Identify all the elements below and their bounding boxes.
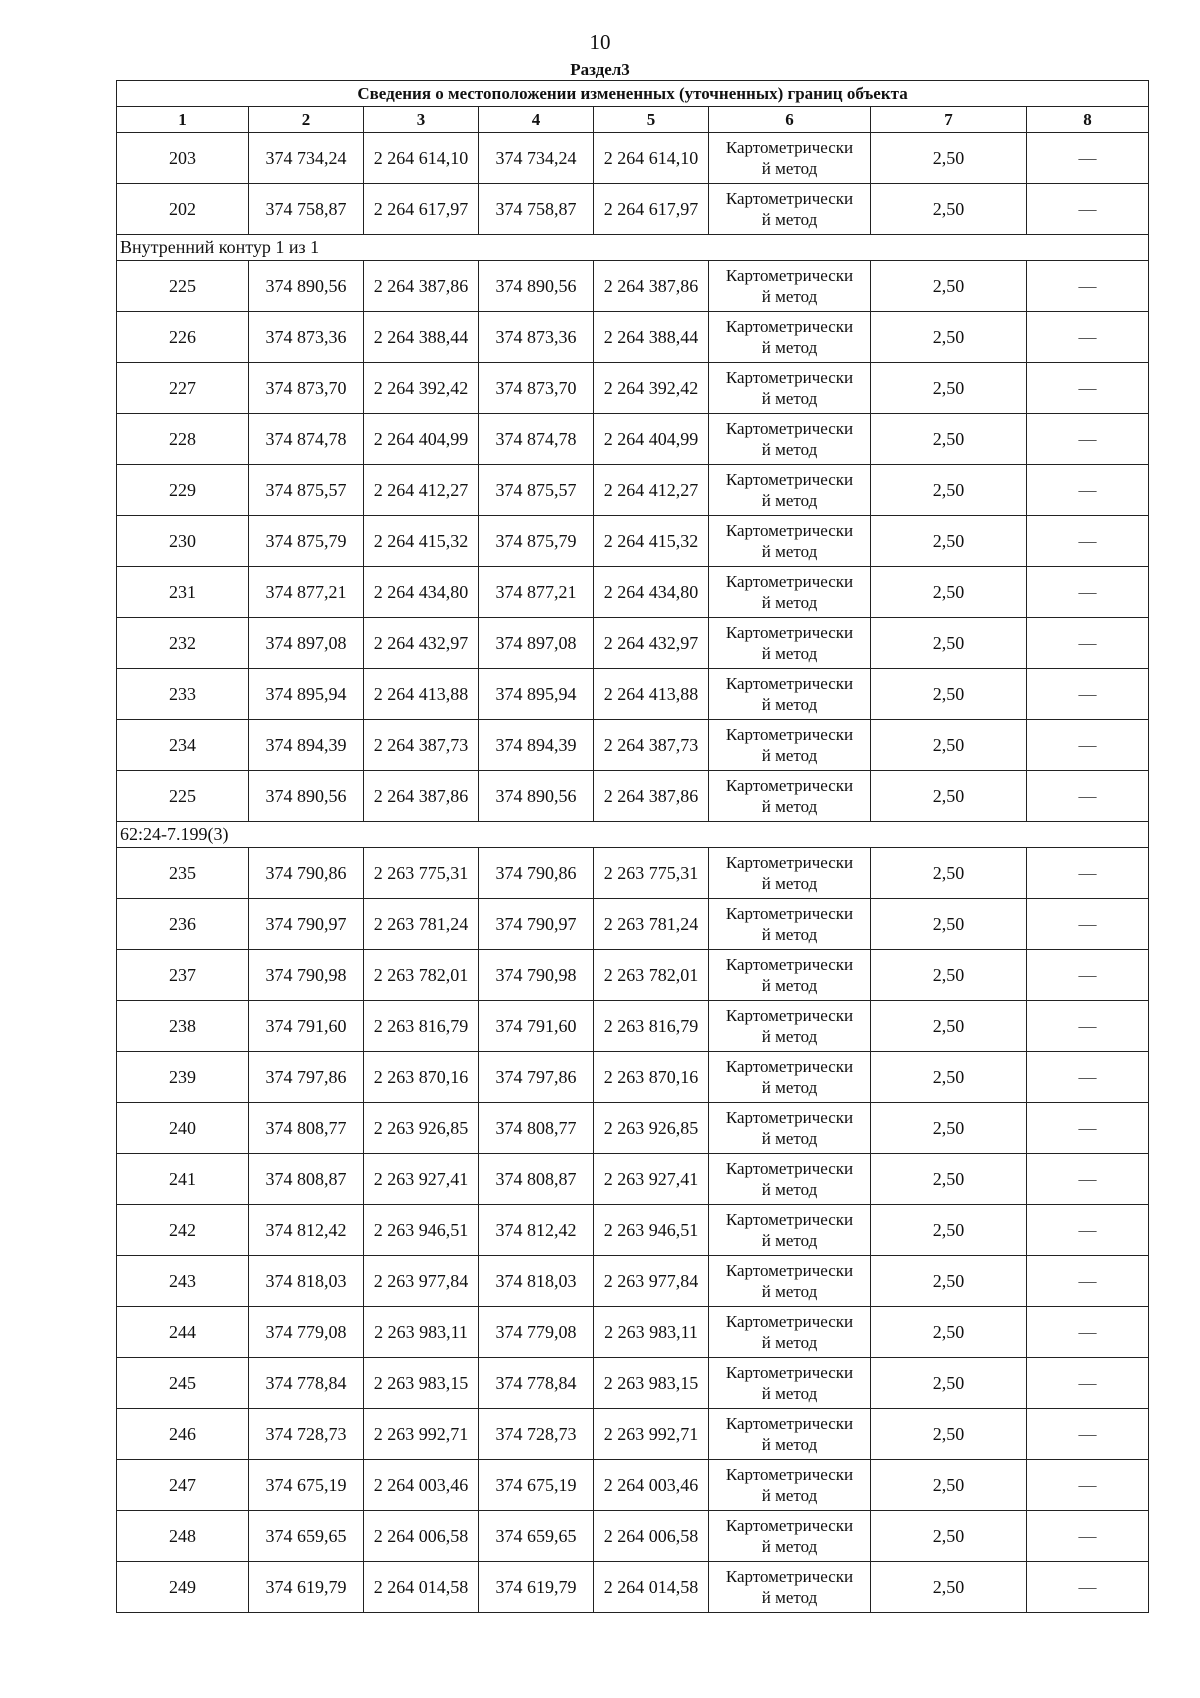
x-old-cell: 374 873,70 xyxy=(249,363,364,414)
y-new-cell: 2 263 781,24 xyxy=(594,899,709,950)
accuracy-cell: 2,50 xyxy=(871,184,1027,235)
description-cell: — xyxy=(1027,1001,1149,1052)
y-new-cell: 2 264 614,10 xyxy=(594,133,709,184)
accuracy-cell: 2,50 xyxy=(871,1205,1027,1256)
accuracy-cell: 2,50 xyxy=(871,1562,1027,1613)
accuracy-cell: 2,50 xyxy=(871,1052,1027,1103)
y-old-cell: 2 263 983,11 xyxy=(364,1307,479,1358)
x-old-cell: 374 790,86 xyxy=(249,848,364,899)
accuracy-cell: 2,50 xyxy=(871,567,1027,618)
x-new-cell: 374 894,39 xyxy=(479,720,594,771)
x-old-cell: 374 875,57 xyxy=(249,465,364,516)
x-old-cell: 374 808,77 xyxy=(249,1103,364,1154)
description-cell: — xyxy=(1027,1154,1149,1205)
method-cell: Картометрически й метод xyxy=(709,848,871,899)
point-number-cell: 237 xyxy=(117,950,249,1001)
y-new-cell: 2 263 926,85 xyxy=(594,1103,709,1154)
table-row xyxy=(117,950,1149,1001)
method-cell: Картометрически й метод xyxy=(709,1409,871,1460)
y-new-cell: 2 264 434,80 xyxy=(594,567,709,618)
table-row xyxy=(117,261,1149,312)
method-cell: Картометрически й метод xyxy=(709,261,871,312)
x-new-cell: 374 790,98 xyxy=(479,950,594,1001)
section-title: Раздел3 xyxy=(570,60,630,79)
method-cell: Картометрически й метод xyxy=(709,567,871,618)
point-number-cell: 241 xyxy=(117,1154,249,1205)
description-cell: — xyxy=(1027,1052,1149,1103)
description-cell: — xyxy=(1027,363,1149,414)
point-number-cell: 242 xyxy=(117,1205,249,1256)
point-number-cell: 244 xyxy=(117,1307,249,1358)
y-old-cell: 2 264 003,46 xyxy=(364,1460,479,1511)
table-row xyxy=(117,312,1149,363)
y-old-cell: 2 264 014,58 xyxy=(364,1562,479,1613)
x-new-cell: 374 874,78 xyxy=(479,414,594,465)
table-row xyxy=(117,1205,1149,1256)
y-old-cell: 2 264 432,97 xyxy=(364,618,479,669)
description-cell: — xyxy=(1027,720,1149,771)
accuracy-cell: 2,50 xyxy=(871,465,1027,516)
table-row xyxy=(117,1562,1149,1613)
y-old-cell: 2 264 387,86 xyxy=(364,771,479,822)
table-row xyxy=(117,465,1149,516)
y-old-cell: 2 264 415,32 xyxy=(364,516,479,567)
x-new-cell: 374 875,79 xyxy=(479,516,594,567)
y-new-cell: 2 263 782,01 xyxy=(594,950,709,1001)
column-header: 2 xyxy=(249,107,364,133)
point-number-cell: 246 xyxy=(117,1409,249,1460)
table-row xyxy=(117,1052,1149,1103)
y-old-cell: 2 263 870,16 xyxy=(364,1052,479,1103)
y-old-cell: 2 263 946,51 xyxy=(364,1205,479,1256)
y-old-cell: 2 264 617,97 xyxy=(364,184,479,235)
x-new-cell: 374 895,94 xyxy=(479,669,594,720)
x-old-cell: 374 619,79 xyxy=(249,1562,364,1613)
x-old-cell: 374 675,19 xyxy=(249,1460,364,1511)
description-cell: — xyxy=(1027,1205,1149,1256)
table-row xyxy=(117,1256,1149,1307)
x-old-cell: 374 808,87 xyxy=(249,1154,364,1205)
description-cell: — xyxy=(1027,133,1149,184)
description-cell: — xyxy=(1027,1256,1149,1307)
y-new-cell: 2 264 392,42 xyxy=(594,363,709,414)
x-new-cell: 374 675,19 xyxy=(479,1460,594,1511)
y-old-cell: 2 263 992,71 xyxy=(364,1409,479,1460)
point-number-cell: 228 xyxy=(117,414,249,465)
method-cell: Картометрически й метод xyxy=(709,950,871,1001)
table-row xyxy=(117,1358,1149,1409)
description-cell: — xyxy=(1027,1307,1149,1358)
accuracy-cell: 2,50 xyxy=(871,950,1027,1001)
table-row xyxy=(117,184,1149,235)
x-old-cell: 374 778,84 xyxy=(249,1358,364,1409)
accuracy-cell: 2,50 xyxy=(871,1154,1027,1205)
table-row xyxy=(117,516,1149,567)
y-new-cell: 2 264 388,44 xyxy=(594,312,709,363)
y-new-cell: 2 264 412,27 xyxy=(594,465,709,516)
description-cell: — xyxy=(1027,618,1149,669)
x-old-cell: 374 779,08 xyxy=(249,1307,364,1358)
x-new-cell: 374 797,86 xyxy=(479,1052,594,1103)
point-number-cell: 203 xyxy=(117,133,249,184)
y-old-cell: 2 263 977,84 xyxy=(364,1256,479,1307)
x-old-cell: 374 659,65 xyxy=(249,1511,364,1562)
description-cell: — xyxy=(1027,848,1149,899)
description-cell: — xyxy=(1027,465,1149,516)
table-row xyxy=(117,669,1149,720)
method-cell: Картометрически й метод xyxy=(709,1511,871,1562)
y-new-cell: 2 264 006,58 xyxy=(594,1511,709,1562)
y-new-cell: 2 263 983,11 xyxy=(594,1307,709,1358)
point-number-cell: 248 xyxy=(117,1511,249,1562)
boundary-table xyxy=(116,80,1149,1613)
method-cell: Картометрически й метод xyxy=(709,465,871,516)
x-new-cell: 374 897,08 xyxy=(479,618,594,669)
y-new-cell: 2 263 816,79 xyxy=(594,1001,709,1052)
y-old-cell: 2 264 413,88 xyxy=(364,669,479,720)
column-header: 1 xyxy=(117,107,249,133)
y-old-cell: 2 264 412,27 xyxy=(364,465,479,516)
table-row xyxy=(117,1307,1149,1358)
accuracy-cell: 2,50 xyxy=(871,261,1027,312)
accuracy-cell: 2,50 xyxy=(871,1103,1027,1154)
x-new-cell: 374 728,73 xyxy=(479,1409,594,1460)
accuracy-cell: 2,50 xyxy=(871,720,1027,771)
y-new-cell: 2 264 387,86 xyxy=(594,771,709,822)
point-number-cell: 202 xyxy=(117,184,249,235)
accuracy-cell: 2,50 xyxy=(871,1511,1027,1562)
description-cell: — xyxy=(1027,669,1149,720)
table-row xyxy=(117,1409,1149,1460)
method-cell: Картометрически й метод xyxy=(709,516,871,567)
accuracy-cell: 2,50 xyxy=(871,133,1027,184)
table-row xyxy=(117,1103,1149,1154)
point-number-cell: 249 xyxy=(117,1562,249,1613)
x-old-cell: 374 890,56 xyxy=(249,771,364,822)
x-new-cell: 374 877,21 xyxy=(479,567,594,618)
y-old-cell: 2 264 434,80 xyxy=(364,567,479,618)
y-new-cell: 2 264 387,86 xyxy=(594,261,709,312)
x-new-cell: 374 808,87 xyxy=(479,1154,594,1205)
x-old-cell: 374 734,24 xyxy=(249,133,364,184)
method-cell: Картометрически й метод xyxy=(709,363,871,414)
accuracy-cell: 2,50 xyxy=(871,771,1027,822)
accuracy-cell: 2,50 xyxy=(871,848,1027,899)
method-cell: Картометрически й метод xyxy=(709,771,871,822)
description-cell: — xyxy=(1027,1511,1149,1562)
point-number-cell: 225 xyxy=(117,261,249,312)
y-old-cell: 2 264 388,44 xyxy=(364,312,479,363)
x-new-cell: 374 659,65 xyxy=(479,1511,594,1562)
y-new-cell: 2 264 014,58 xyxy=(594,1562,709,1613)
accuracy-cell: 2,50 xyxy=(871,1358,1027,1409)
method-cell: Картометрически й метод xyxy=(709,1460,871,1511)
accuracy-cell: 2,50 xyxy=(871,414,1027,465)
y-old-cell: 2 264 404,99 xyxy=(364,414,479,465)
description-cell: — xyxy=(1027,899,1149,950)
table-caption: Сведения о местоположении измененных (уточненных) границ объекта xyxy=(117,81,1149,107)
point-number-cell: 232 xyxy=(117,618,249,669)
y-old-cell: 2 263 983,15 xyxy=(364,1358,479,1409)
description-cell: — xyxy=(1027,516,1149,567)
column-header: 7 xyxy=(871,107,1027,133)
accuracy-cell: 2,50 xyxy=(871,363,1027,414)
point-number-cell: 239 xyxy=(117,1052,249,1103)
y-new-cell: 2 264 003,46 xyxy=(594,1460,709,1511)
accuracy-cell: 2,50 xyxy=(871,618,1027,669)
point-number-cell: 227 xyxy=(117,363,249,414)
x-new-cell: 374 873,36 xyxy=(479,312,594,363)
accuracy-cell: 2,50 xyxy=(871,1460,1027,1511)
accuracy-cell: 2,50 xyxy=(871,312,1027,363)
y-new-cell: 2 263 977,84 xyxy=(594,1256,709,1307)
table-section-row xyxy=(117,822,1149,848)
x-old-cell: 374 874,78 xyxy=(249,414,364,465)
method-cell: Картометрически й метод xyxy=(709,1205,871,1256)
description-cell: — xyxy=(1027,414,1149,465)
table-row xyxy=(117,618,1149,669)
y-old-cell: 2 263 775,31 xyxy=(364,848,479,899)
table-row xyxy=(117,567,1149,618)
y-new-cell: 2 263 927,41 xyxy=(594,1154,709,1205)
y-new-cell: 2 263 775,31 xyxy=(594,848,709,899)
method-cell: Картометрически й метод xyxy=(709,1052,871,1103)
description-cell: — xyxy=(1027,312,1149,363)
method-cell: Картометрически й метод xyxy=(709,618,871,669)
description-cell: — xyxy=(1027,1358,1149,1409)
x-old-cell: 374 895,94 xyxy=(249,669,364,720)
method-cell: Картометрически й метод xyxy=(709,312,871,363)
table-row xyxy=(117,1511,1149,1562)
table-header-row xyxy=(117,107,1149,133)
x-old-cell: 374 897,08 xyxy=(249,618,364,669)
y-new-cell: 2 263 992,71 xyxy=(594,1409,709,1460)
accuracy-cell: 2,50 xyxy=(871,1001,1027,1052)
table-row xyxy=(117,1154,1149,1205)
y-old-cell: 2 264 614,10 xyxy=(364,133,479,184)
y-new-cell: 2 264 404,99 xyxy=(594,414,709,465)
table-row xyxy=(117,363,1149,414)
y-new-cell: 2 263 983,15 xyxy=(594,1358,709,1409)
column-header: 3 xyxy=(364,107,479,133)
x-new-cell: 374 734,24 xyxy=(479,133,594,184)
point-number-cell: 233 xyxy=(117,669,249,720)
method-cell: Картометрически й метод xyxy=(709,1307,871,1358)
y-new-cell: 2 264 413,88 xyxy=(594,669,709,720)
method-cell: Картометрически й метод xyxy=(709,1358,871,1409)
y-old-cell: 2 264 387,86 xyxy=(364,261,479,312)
x-old-cell: 374 797,86 xyxy=(249,1052,364,1103)
table-row xyxy=(117,771,1149,822)
table-row xyxy=(117,133,1149,184)
accuracy-cell: 2,50 xyxy=(871,899,1027,950)
section-label: 62:24-7.199(3) xyxy=(117,822,1149,848)
x-new-cell: 374 808,77 xyxy=(479,1103,594,1154)
accuracy-cell: 2,50 xyxy=(871,516,1027,567)
x-new-cell: 374 779,08 xyxy=(479,1307,594,1358)
x-old-cell: 374 758,87 xyxy=(249,184,364,235)
accuracy-cell: 2,50 xyxy=(871,1409,1027,1460)
x-new-cell: 374 873,70 xyxy=(479,363,594,414)
method-cell: Картометрически й метод xyxy=(709,133,871,184)
point-number-cell: 225 xyxy=(117,771,249,822)
point-number-cell: 243 xyxy=(117,1256,249,1307)
accuracy-cell: 2,50 xyxy=(871,669,1027,720)
x-new-cell: 374 758,87 xyxy=(479,184,594,235)
description-cell: — xyxy=(1027,771,1149,822)
method-cell: Картометрически й метод xyxy=(709,1001,871,1052)
y-old-cell: 2 263 781,24 xyxy=(364,899,479,950)
method-cell: Картометрически й метод xyxy=(709,899,871,950)
x-old-cell: 374 818,03 xyxy=(249,1256,364,1307)
y-old-cell: 2 264 006,58 xyxy=(364,1511,479,1562)
x-new-cell: 374 791,60 xyxy=(479,1001,594,1052)
accuracy-cell: 2,50 xyxy=(871,1307,1027,1358)
point-number-cell: 231 xyxy=(117,567,249,618)
method-cell: Картометрически й метод xyxy=(709,720,871,771)
table-body xyxy=(117,133,1149,1613)
y-new-cell: 2 264 387,73 xyxy=(594,720,709,771)
x-new-cell: 374 812,42 xyxy=(479,1205,594,1256)
x-old-cell: 374 790,98 xyxy=(249,950,364,1001)
y-old-cell: 2 263 927,41 xyxy=(364,1154,479,1205)
y-old-cell: 2 263 782,01 xyxy=(364,950,479,1001)
table-row xyxy=(117,1460,1149,1511)
x-old-cell: 374 875,79 xyxy=(249,516,364,567)
y-new-cell: 2 263 870,16 xyxy=(594,1052,709,1103)
column-header: 5 xyxy=(594,107,709,133)
table-row xyxy=(117,848,1149,899)
x-new-cell: 374 818,03 xyxy=(479,1256,594,1307)
method-cell: Картометрически й метод xyxy=(709,669,871,720)
x-old-cell: 374 873,36 xyxy=(249,312,364,363)
point-number-cell: 230 xyxy=(117,516,249,567)
point-number-cell: 235 xyxy=(117,848,249,899)
method-cell: Картометрически й метод xyxy=(709,184,871,235)
table-row xyxy=(117,720,1149,771)
section-label: Внутренний контур 1 из 1 xyxy=(117,235,1149,261)
point-number-cell: 236 xyxy=(117,899,249,950)
x-new-cell: 374 890,56 xyxy=(479,261,594,312)
point-number-cell: 229 xyxy=(117,465,249,516)
y-new-cell: 2 264 432,97 xyxy=(594,618,709,669)
x-old-cell: 374 894,39 xyxy=(249,720,364,771)
y-new-cell: 2 264 415,32 xyxy=(594,516,709,567)
column-header: 8 xyxy=(1027,107,1149,133)
method-cell: Картометрически й метод xyxy=(709,1256,871,1307)
y-old-cell: 2 264 387,73 xyxy=(364,720,479,771)
x-old-cell: 374 791,60 xyxy=(249,1001,364,1052)
description-cell: — xyxy=(1027,1103,1149,1154)
accuracy-cell: 2,50 xyxy=(871,1256,1027,1307)
x-old-cell: 374 790,97 xyxy=(249,899,364,950)
description-cell: — xyxy=(1027,567,1149,618)
x-new-cell: 374 790,86 xyxy=(479,848,594,899)
table-row xyxy=(117,899,1149,950)
point-number-cell: 247 xyxy=(117,1460,249,1511)
y-new-cell: 2 264 617,97 xyxy=(594,184,709,235)
description-cell: — xyxy=(1027,1460,1149,1511)
y-old-cell: 2 263 926,85 xyxy=(364,1103,479,1154)
point-number-cell: 240 xyxy=(117,1103,249,1154)
x-old-cell: 374 890,56 xyxy=(249,261,364,312)
table-section-row xyxy=(117,235,1149,261)
point-number-cell: 245 xyxy=(117,1358,249,1409)
x-old-cell: 374 877,21 xyxy=(249,567,364,618)
y-old-cell: 2 263 816,79 xyxy=(364,1001,479,1052)
table-row xyxy=(117,1001,1149,1052)
y-old-cell: 2 264 392,42 xyxy=(364,363,479,414)
description-cell: — xyxy=(1027,261,1149,312)
description-cell: — xyxy=(1027,950,1149,1001)
column-header: 6 xyxy=(709,107,871,133)
x-new-cell: 374 890,56 xyxy=(479,771,594,822)
column-header: 4 xyxy=(479,107,594,133)
method-cell: Картометрически й метод xyxy=(709,1103,871,1154)
table-row xyxy=(117,414,1149,465)
method-cell: Картометрически й метод xyxy=(709,1562,871,1613)
x-new-cell: 374 875,57 xyxy=(479,465,594,516)
page-number: 10 xyxy=(589,30,611,54)
method-cell: Картометрически й метод xyxy=(709,414,871,465)
table-caption-row xyxy=(117,81,1149,107)
description-cell: — xyxy=(1027,1562,1149,1613)
point-number-cell: 238 xyxy=(117,1001,249,1052)
x-old-cell: 374 728,73 xyxy=(249,1409,364,1460)
method-cell: Картометрически й метод xyxy=(709,1154,871,1205)
x-new-cell: 374 619,79 xyxy=(479,1562,594,1613)
x-new-cell: 374 778,84 xyxy=(479,1358,594,1409)
y-new-cell: 2 263 946,51 xyxy=(594,1205,709,1256)
description-cell: — xyxy=(1027,184,1149,235)
point-number-cell: 234 xyxy=(117,720,249,771)
x-new-cell: 374 790,97 xyxy=(479,899,594,950)
point-number-cell: 226 xyxy=(117,312,249,363)
x-old-cell: 374 812,42 xyxy=(249,1205,364,1256)
description-cell: — xyxy=(1027,1409,1149,1460)
